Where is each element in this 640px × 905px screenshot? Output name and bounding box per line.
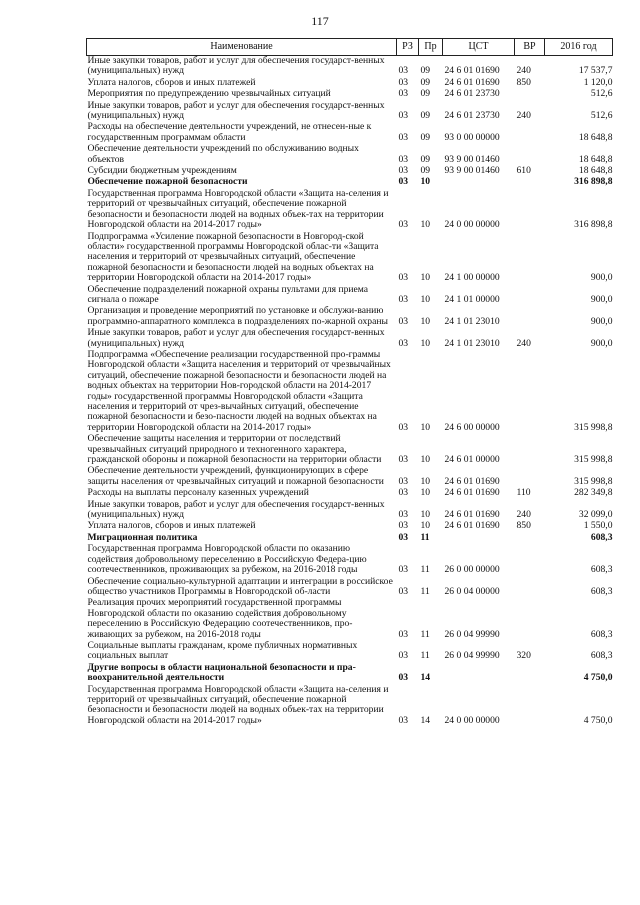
row-vr-cell: [515, 544, 545, 576]
table-row: [87, 144, 613, 166]
row-cst-cell: 24 6 01 01690: [444, 487, 500, 499]
row-cst-cell: 24 0 00 00000: [444, 219, 500, 231]
row-vr-cell: [515, 533, 545, 544]
row-name-cell: Иные закупки товаров, работ и услуг для обеспечения государст-венных (муниципальных) нужд: [87, 55, 385, 77]
row-vr-cell: [515, 466, 545, 488]
row-pr-cell: 10: [420, 315, 431, 327]
row-vr-cell: [515, 434, 545, 466]
row-rz-cell: 03: [398, 650, 409, 662]
column-header-pr: Пр: [419, 39, 443, 56]
row-vr-cell: [515, 285, 545, 307]
row-pr-cell: 10: [420, 337, 431, 349]
row-vr-cell: 110: [516, 487, 531, 499]
row-sum-cell: 316 898,8: [574, 219, 613, 231]
table-row: [87, 544, 613, 576]
row-rz-cell: 03: [398, 315, 409, 327]
row-pr-cell: 10: [420, 176, 431, 188]
page-number: 117: [311, 14, 329, 28]
row-cst-cell: 24 6 01 01690: [444, 509, 500, 521]
row-sum-cell: 282 349,8: [574, 487, 613, 499]
row-pr-cell: 09: [420, 131, 431, 143]
row-name-cell: Реализация прочих мероприятий государственной программы Новгородской области по оказанию содействия добровольному переселению в Российскую Федерацию соотечественников, про-живающих за рубежом, на 2016-2018 годы: [87, 597, 353, 640]
row-cst-cell: 26 0 00 00000: [444, 564, 500, 576]
row-rz-cell: 03: [398, 110, 409, 122]
row-sum-cell: 18 648,8: [578, 165, 613, 177]
table-row: [87, 328, 613, 350]
row-name-cell: Уплата налогов, сборов и иных платежей: [87, 76, 256, 88]
row-sum-cell: 512,6: [590, 110, 613, 122]
row-vr-cell: 850: [516, 520, 531, 532]
row-cst-cell: 93 0 00 00000: [444, 131, 500, 143]
row-cst-cell: 26 0 04 99990: [444, 628, 500, 640]
row-rz-cell: 03: [398, 176, 409, 188]
row-pr-cell: 10: [420, 509, 431, 521]
row-pr-cell: 10: [420, 520, 431, 532]
row-name-cell: Расходы на выплаты персоналу казенных учреждений: [87, 487, 309, 499]
row-pr-cell: 09: [420, 110, 431, 122]
row-sum-cell: 608,3: [590, 585, 613, 597]
row-sum-cell: 608,3: [590, 531, 613, 543]
row-cst-cell: 24 1 01 00000: [444, 293, 500, 305]
row-cst-cell: 24 6 01 23730: [444, 88, 500, 100]
row-cst-cell: 93 9 00 01460: [444, 153, 500, 165]
table-row: [87, 641, 613, 663]
row-vr-cell: 240: [516, 337, 531, 349]
row-cst-cell: 24 6 00 00000: [444, 421, 500, 433]
row-sum-cell: 900,0: [590, 337, 613, 349]
row-pr-cell: 09: [420, 165, 431, 177]
row-name-cell: Государственная программа Новгородской области по оказанию содействия добровольному переселению в Российскую Федера-цию соотечественников, проживающих за рубежом, на 2016-2018 годы: [87, 543, 367, 576]
row-rz-cell: 03: [398, 65, 409, 77]
row-sum-cell: 32 099,0: [578, 509, 613, 521]
row-sum-cell: 316 898,8: [574, 176, 613, 188]
row-name-cell: Обеспечение защиты населения и территории от последствий чрезвычайных ситуаций природного и техногенного характера, гражданской обороны и пожарной безопасности на территории области: [87, 433, 382, 466]
row-vr-cell: [515, 663, 545, 685]
row-vr-cell: 240: [516, 65, 531, 77]
row-vr-cell: [515, 598, 545, 641]
row-rz-cell: 03: [398, 531, 409, 543]
row-pr-cell: 10: [420, 421, 431, 433]
row-cst-cell: 24 6 01 01690: [444, 475, 500, 487]
table-row: [87, 500, 613, 522]
table-row: [87, 488, 613, 499]
row-pr-cell: 10: [420, 293, 431, 305]
row-vr-cell: [515, 177, 545, 188]
row-cst-cell: 26 0 04 99990: [444, 650, 500, 662]
row-pr-cell: 09: [420, 76, 431, 88]
row-vr-cell: [515, 89, 545, 100]
row-pr-cell: 10: [420, 272, 431, 284]
row-sum-cell: 900,0: [590, 293, 613, 305]
table-row: [87, 232, 613, 285]
column-header-rz: РЗ: [397, 39, 419, 56]
row-sum-cell: 608,3: [590, 650, 613, 662]
row-cst-cell: [443, 663, 515, 685]
row-sum-cell: 512,6: [590, 88, 613, 100]
row-name-cell: Иные закупки товаров, работ и услуг для обеспечения государст-венных (муниципальных) нужд: [87, 99, 385, 122]
row-vr-cell: 320: [516, 650, 531, 662]
row-name-cell: Организация и проведение мероприятий по установке и обслужи-ванию программно-аппаратного комплекса в подразделениях по-жарной охраны: [87, 305, 388, 327]
row-pr-cell: 11: [420, 628, 430, 640]
row-sum-cell: 608,3: [590, 628, 613, 640]
row-cst-cell: 24 6 01 01690: [444, 520, 500, 532]
row-name-cell: Обеспечение пожарной безопасности: [87, 176, 248, 188]
row-sum-cell: 17 537,7: [578, 65, 613, 77]
row-cst-cell: [443, 177, 515, 188]
row-pr-cell: 14: [420, 672, 431, 684]
row-vr-cell: [515, 232, 545, 285]
row-cst-cell: 24 6 01 01690: [444, 65, 500, 77]
row-name-cell: Иные закупки товаров, работ и услуг для обеспечения государст-венных (муниципальных) нужд: [87, 498, 385, 521]
row-pr-cell: 09: [420, 88, 431, 100]
row-sum-cell: 18 648,8: [578, 131, 613, 143]
row-rz-cell: 03: [398, 487, 409, 499]
row-pr-cell: 09: [420, 153, 431, 165]
row-rz-cell: 03: [398, 293, 409, 305]
row-name-cell: Другие вопросы в области национальной безопасности и пра-воохранительной деятельности: [87, 661, 356, 684]
table-row: [87, 89, 613, 100]
column-header-sum: 2016 год: [545, 39, 613, 56]
row-sum-cell: 4 750,0: [583, 714, 613, 726]
row-pr-cell: 09: [420, 65, 431, 77]
table-row: [87, 598, 613, 641]
table-header-row: [87, 39, 613, 56]
row-cst-cell: [443, 533, 515, 544]
row-name-cell: Государственная программа Новгородской области «Защита на-селения и территорий от чрезвычайных ситуаций, обеспечение пожарной безопасности и безопасности людей на водных объек-тах на территории Новгородской области на 2014-2017 годы»: [87, 683, 389, 726]
row-pr-cell: 11: [420, 650, 430, 662]
row-pr-cell: 10: [420, 454, 431, 466]
row-name-cell: Государственная программа Новгородской области «Защита на-селения и территорий от чрезвычайных ситуаций, обеспечение пожарной безопасности и безопасности людей на водных объек-тах на территории Новгородской области на 2014-2017 годы»: [87, 187, 389, 231]
budget-table: [86, 38, 613, 727]
table-row: [87, 56, 613, 78]
row-rz-cell: 03: [398, 88, 409, 100]
row-vr-cell: [515, 306, 545, 328]
table-row: [87, 577, 613, 599]
row-vr-cell: [515, 350, 545, 434]
row-cst-cell: 24 0 00 00000: [444, 714, 500, 726]
row-vr-cell: 240: [516, 509, 531, 521]
row-vr-cell: [515, 685, 545, 728]
row-cst-cell: 24 6 01 01690: [444, 76, 500, 88]
row-sum-cell: 315 998,8: [574, 421, 613, 433]
row-name-cell: Обеспечение деятельности учреждений по обслуживанию водных объектов: [87, 143, 359, 165]
row-cst-cell: 24 1 00 00000: [444, 272, 500, 284]
row-name-cell: Обеспечение подразделений пожарной охраны пультами для приема сигнала о пожаре: [87, 283, 369, 305]
row-vr-cell: [515, 577, 545, 599]
table-row: [87, 663, 613, 685]
row-sum-cell: 900,0: [590, 315, 613, 327]
row-rz-cell: 03: [398, 76, 409, 88]
table-row: [87, 434, 613, 466]
row-name-cell: Иные закупки товаров, работ и услуг для обеспечения государст-венных (муниципальных) нужд: [87, 327, 385, 349]
row-rz-cell: 03: [398, 475, 409, 487]
table-row: [87, 285, 613, 307]
table-row: [87, 306, 613, 328]
row-name-cell: Подпрограмма «Усиление пожарной безопасности в Новгород-ской области» государственной программы Новгородской облас-ти «Защита населения и территорий от чрезвычайных ситуаций, обеспечение пожарной безопасности и безопасности людей на водных объектах на территории Новгородской области на 2014-2017 годы»: [87, 230, 379, 284]
row-rz-cell: 03: [398, 585, 409, 597]
row-name-cell: Мероприятия по предупреждению чрезвычайных ситуаций: [87, 88, 331, 100]
row-rz-cell: 03: [398, 131, 409, 143]
table-row: [87, 466, 613, 488]
row-vr-cell: [515, 189, 545, 232]
row-cst-cell: 26 0 04 00000: [444, 585, 500, 597]
row-pr-cell: 11: [420, 585, 430, 597]
row-name-cell: Миграционная политика: [87, 531, 198, 543]
row-name-cell: Подпрограмма «Обеспечение реализации государственной про-граммы Новгородской области «Защита населения и территорий от чрезвычайных ситуаций, обеспечение пожарной безопасности и безопасности людей на водных объектах на территории Нов-городской области на 2014-2017 годы» государственной программы Новгородской области «Защита населения и территорий от чрез-вычайных ситуаций, обеспечение пожарной безопасности и безо-пасности людей на водных объектах на территории Новгородской области на 2014-2017 годы»: [87, 348, 391, 433]
row-rz-cell: 03: [398, 564, 409, 576]
row-cst-cell: 24 1 01 23010: [444, 337, 500, 349]
table-row: [87, 685, 613, 728]
row-sum-cell: 1 120,0: [583, 76, 613, 88]
row-pr-cell: 11: [420, 564, 430, 576]
row-cst-cell: 24 6 01 00000: [444, 454, 500, 466]
row-rz-cell: 03: [398, 454, 409, 466]
row-vr-cell: [515, 122, 545, 144]
row-rz-cell: 03: [398, 520, 409, 532]
row-pr-cell: 10: [420, 487, 431, 499]
row-rz-cell: 03: [398, 714, 409, 726]
row-pr-cell: 10: [420, 219, 431, 231]
row-name-cell: Социальные выплаты гражданам, кроме публичных нормативных социальных выплат: [87, 639, 358, 662]
row-name-cell: Обеспечение социально-культурной адаптации и интеграции в российское общество участников Программы в Новгородской об-ласти: [87, 575, 393, 597]
row-sum-cell: 18 648,8: [578, 153, 613, 165]
row-pr-cell: 10: [420, 475, 431, 487]
row-pr-cell: 14: [420, 714, 431, 726]
row-rz-cell: 03: [398, 153, 409, 165]
row-name-cell: Обеспечение деятельности учреждений, функционирующих в сфере защиты населения от чрезвычайных ситуаций и пожарной безопасности: [87, 465, 384, 487]
row-cst-cell: 93 9 00 01460: [444, 165, 500, 177]
row-name-cell: Субсидии бюджетным учреждениям: [87, 165, 237, 177]
column-header-cst: ЦСТ: [443, 39, 515, 56]
row-vr-cell: 610: [516, 165, 531, 177]
table-row: [87, 122, 613, 144]
row-sum-cell: 315 998,8: [574, 454, 613, 466]
row-name-cell: Расходы на обеспечение деятельности учреждений, не отнесен-ные к государственным программам области: [87, 121, 372, 143]
table-row: [87, 189, 613, 232]
row-sum-cell: 1 550,0: [583, 520, 613, 532]
row-sum-cell: 900,0: [590, 272, 613, 284]
row-cst-cell: 24 6 01 23730: [444, 110, 500, 122]
row-rz-cell: 03: [398, 219, 409, 231]
row-pr-cell: 11: [420, 531, 430, 543]
row-sum-cell: 315 998,8: [574, 475, 613, 487]
row-rz-cell: 03: [398, 165, 409, 177]
row-sum-cell: 608,3: [590, 564, 613, 576]
row-rz-cell: 03: [398, 628, 409, 640]
table-row: [87, 101, 613, 123]
row-cst-cell: 24 1 01 23010: [444, 315, 500, 327]
row-vr-cell: 240: [516, 110, 531, 122]
row-rz-cell: 03: [398, 672, 409, 684]
column-header-name: Наименование: [87, 39, 397, 56]
row-vr-cell: [515, 144, 545, 166]
column-header-vr: ВР: [515, 39, 545, 56]
row-rz-cell: 03: [398, 272, 409, 284]
row-rz-cell: 03: [398, 421, 409, 433]
row-rz-cell: 03: [398, 337, 409, 349]
row-rz-cell: 03: [398, 509, 409, 521]
table-row: [87, 350, 613, 434]
row-sum-cell: 4 750,0: [583, 672, 613, 684]
row-name-cell: Уплата налогов, сборов и иных платежей: [87, 520, 256, 532]
row-vr-cell: 850: [516, 76, 531, 88]
